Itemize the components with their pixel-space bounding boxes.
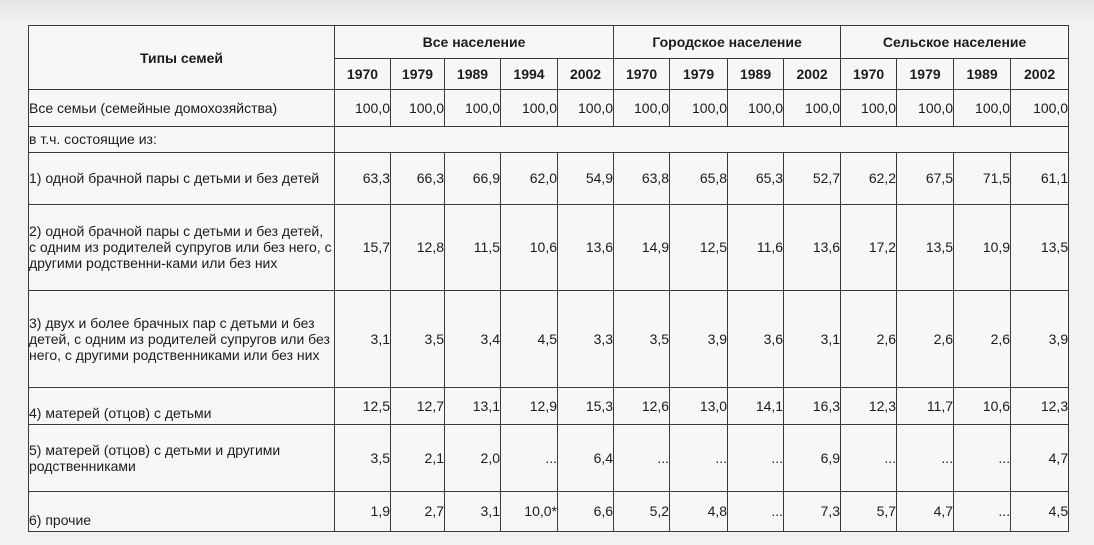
value-cell: 5,2 (614, 491, 670, 531)
table-row (29, 424, 1069, 491)
value-cell: 62,0 (501, 152, 558, 204)
value-cell: 12,3 (841, 388, 897, 425)
value-cell: 52,7 (784, 152, 841, 204)
row-label: 1) одной брачной пары с детьми и без детей (29, 152, 335, 204)
value-cell: 11,6 (728, 204, 784, 290)
value-cell: 63,3 (335, 152, 391, 204)
value-cell: 12,8 (391, 204, 445, 290)
year-header: 1970 (841, 59, 897, 90)
value-cell: 54,9 (558, 152, 614, 204)
value-cell: 12,5 (670, 204, 728, 290)
value-cell: 3,3 (558, 290, 614, 387)
value-cell: 16,3 (784, 388, 841, 425)
value-cell: 61,1 (1011, 152, 1069, 204)
group-rural-population: Сельское население (841, 26, 1069, 59)
value-cell: 63,8 (614, 152, 670, 204)
value-cell: 10,9 (954, 204, 1011, 290)
group-all-population: Все население (335, 26, 614, 59)
year-header: 1970 (335, 59, 391, 90)
value-cell: 3,5 (614, 290, 670, 387)
year-header: 1989 (445, 59, 501, 90)
value-cell: 2,6 (897, 290, 954, 387)
row-label: 3) двух и более брачных пар с детьми и без детей, с одним из родителей супругов или без него, с другими родственниками или без них (29, 290, 335, 387)
value-cell: 100,0 (1011, 90, 1069, 127)
value-cell: 3,5 (335, 424, 391, 491)
value-cell: 1,9 (335, 491, 391, 531)
value-cell: 12,7 (391, 388, 445, 425)
value-cell: 11,5 (445, 204, 501, 290)
value-cell: ... (728, 491, 784, 531)
value-cell: 65,8 (670, 152, 728, 204)
row-label: 5) матерей (отцов) с детьми и другими родственниками (29, 424, 335, 491)
value-cell: 13,6 (558, 204, 614, 290)
value-cell: 10,0* (501, 491, 558, 531)
year-header: 2002 (1011, 59, 1069, 90)
value-cell: 100,0 (445, 90, 501, 127)
table-row (29, 388, 1069, 425)
empty-cell (335, 126, 1069, 152)
value-cell: 6,9 (784, 424, 841, 491)
value-cell: 2,1 (391, 424, 445, 491)
value-cell: 71,5 (954, 152, 1011, 204)
value-cell: 12,9 (501, 388, 558, 425)
value-cell: 100,0 (728, 90, 784, 127)
value-cell: 17,2 (841, 204, 897, 290)
value-cell: 4,5 (1011, 491, 1069, 531)
row-label: Все семьи (семейные домохозяйства) (29, 90, 335, 127)
year-header: 2002 (558, 59, 614, 90)
row-label: 4) матерей (отцов) с детьми (29, 388, 335, 425)
value-cell: 14,9 (614, 204, 670, 290)
value-cell: 13,6 (784, 204, 841, 290)
row-label: 2) одной брачной пары с детьми и без детей, с одним из родителей супругов или без него, с другими родственни-ками или без них (29, 204, 335, 290)
value-cell: 13,5 (1011, 204, 1069, 290)
value-cell: 100,0 (841, 90, 897, 127)
value-cell: 12,3 (1011, 388, 1069, 425)
value-cell: 100,0 (614, 90, 670, 127)
value-cell: ... (954, 424, 1011, 491)
value-cell: 66,9 (445, 152, 501, 204)
value-cell: ... (614, 424, 670, 491)
value-cell: 2,6 (841, 290, 897, 387)
year-header: 1994 (501, 59, 558, 90)
value-cell: 3,1 (784, 290, 841, 387)
row-header-title: Типы семей (29, 26, 335, 90)
value-cell: 3,1 (445, 491, 501, 531)
year-header: 1989 (954, 59, 1011, 90)
value-cell: 13,1 (445, 388, 501, 425)
value-cell: 100,0 (670, 90, 728, 127)
header-row-groups (29, 26, 1069, 59)
value-cell: 15,3 (558, 388, 614, 425)
year-header: 1989 (728, 59, 784, 90)
value-cell: ... (897, 424, 954, 491)
group-urban-population: Городское население (614, 26, 841, 59)
table-row (29, 491, 1069, 531)
row-label: 6) прочие (29, 491, 335, 531)
value-cell: ... (954, 491, 1011, 531)
value-cell: 4,5 (501, 290, 558, 387)
value-cell: 100,0 (558, 90, 614, 127)
value-cell: 100,0 (335, 90, 391, 127)
value-cell: 10,6 (954, 388, 1011, 425)
value-cell: 3,5 (391, 290, 445, 387)
table-row (29, 126, 1069, 152)
value-cell: 4,7 (897, 491, 954, 531)
value-cell: 2,6 (954, 290, 1011, 387)
value-cell: 11,7 (897, 388, 954, 425)
value-cell: 3,6 (728, 290, 784, 387)
value-cell: 67,5 (897, 152, 954, 204)
year-header: 2002 (784, 59, 841, 90)
year-header: 1979 (670, 59, 728, 90)
year-header: 1970 (614, 59, 670, 90)
value-cell: 6,6 (558, 491, 614, 531)
family-types-table (28, 25, 1069, 532)
value-cell: 3,4 (445, 290, 501, 387)
value-cell: 13,0 (670, 388, 728, 425)
value-cell: 100,0 (784, 90, 841, 127)
value-cell: 100,0 (954, 90, 1011, 127)
value-cell: 15,7 (335, 204, 391, 290)
table-row (29, 204, 1069, 290)
value-cell: 65,3 (728, 152, 784, 204)
value-cell: 3,1 (335, 290, 391, 387)
value-cell: 10,6 (501, 204, 558, 290)
value-cell: ... (501, 424, 558, 491)
value-cell: ... (670, 424, 728, 491)
year-header: 1979 (897, 59, 954, 90)
value-cell: 14,1 (728, 388, 784, 425)
value-cell: 3,9 (1011, 290, 1069, 387)
table-row (29, 290, 1069, 387)
table-row (29, 152, 1069, 204)
value-cell: 2,7 (391, 491, 445, 531)
value-cell: 66,3 (391, 152, 445, 204)
value-cell: 5,7 (841, 491, 897, 531)
value-cell: ... (728, 424, 784, 491)
value-cell: 12,5 (335, 388, 391, 425)
value-cell: 7,3 (784, 491, 841, 531)
value-cell: 4,7 (1011, 424, 1069, 491)
top-page-edge (0, 0, 1094, 22)
value-cell: 62,2 (841, 152, 897, 204)
year-header: 1979 (391, 59, 445, 90)
table-row (29, 90, 1069, 127)
row-label: в т.ч. состоящие из: (29, 126, 335, 152)
value-cell: 2,0 (445, 424, 501, 491)
value-cell: 6,4 (558, 424, 614, 491)
value-cell: 100,0 (391, 90, 445, 127)
value-cell: 13,5 (897, 204, 954, 290)
value-cell: 3,9 (670, 290, 728, 387)
value-cell: 12,6 (614, 388, 670, 425)
value-cell: 100,0 (897, 90, 954, 127)
value-cell: ... (841, 424, 897, 491)
value-cell: 4,8 (670, 491, 728, 531)
value-cell: 100,0 (501, 90, 558, 127)
